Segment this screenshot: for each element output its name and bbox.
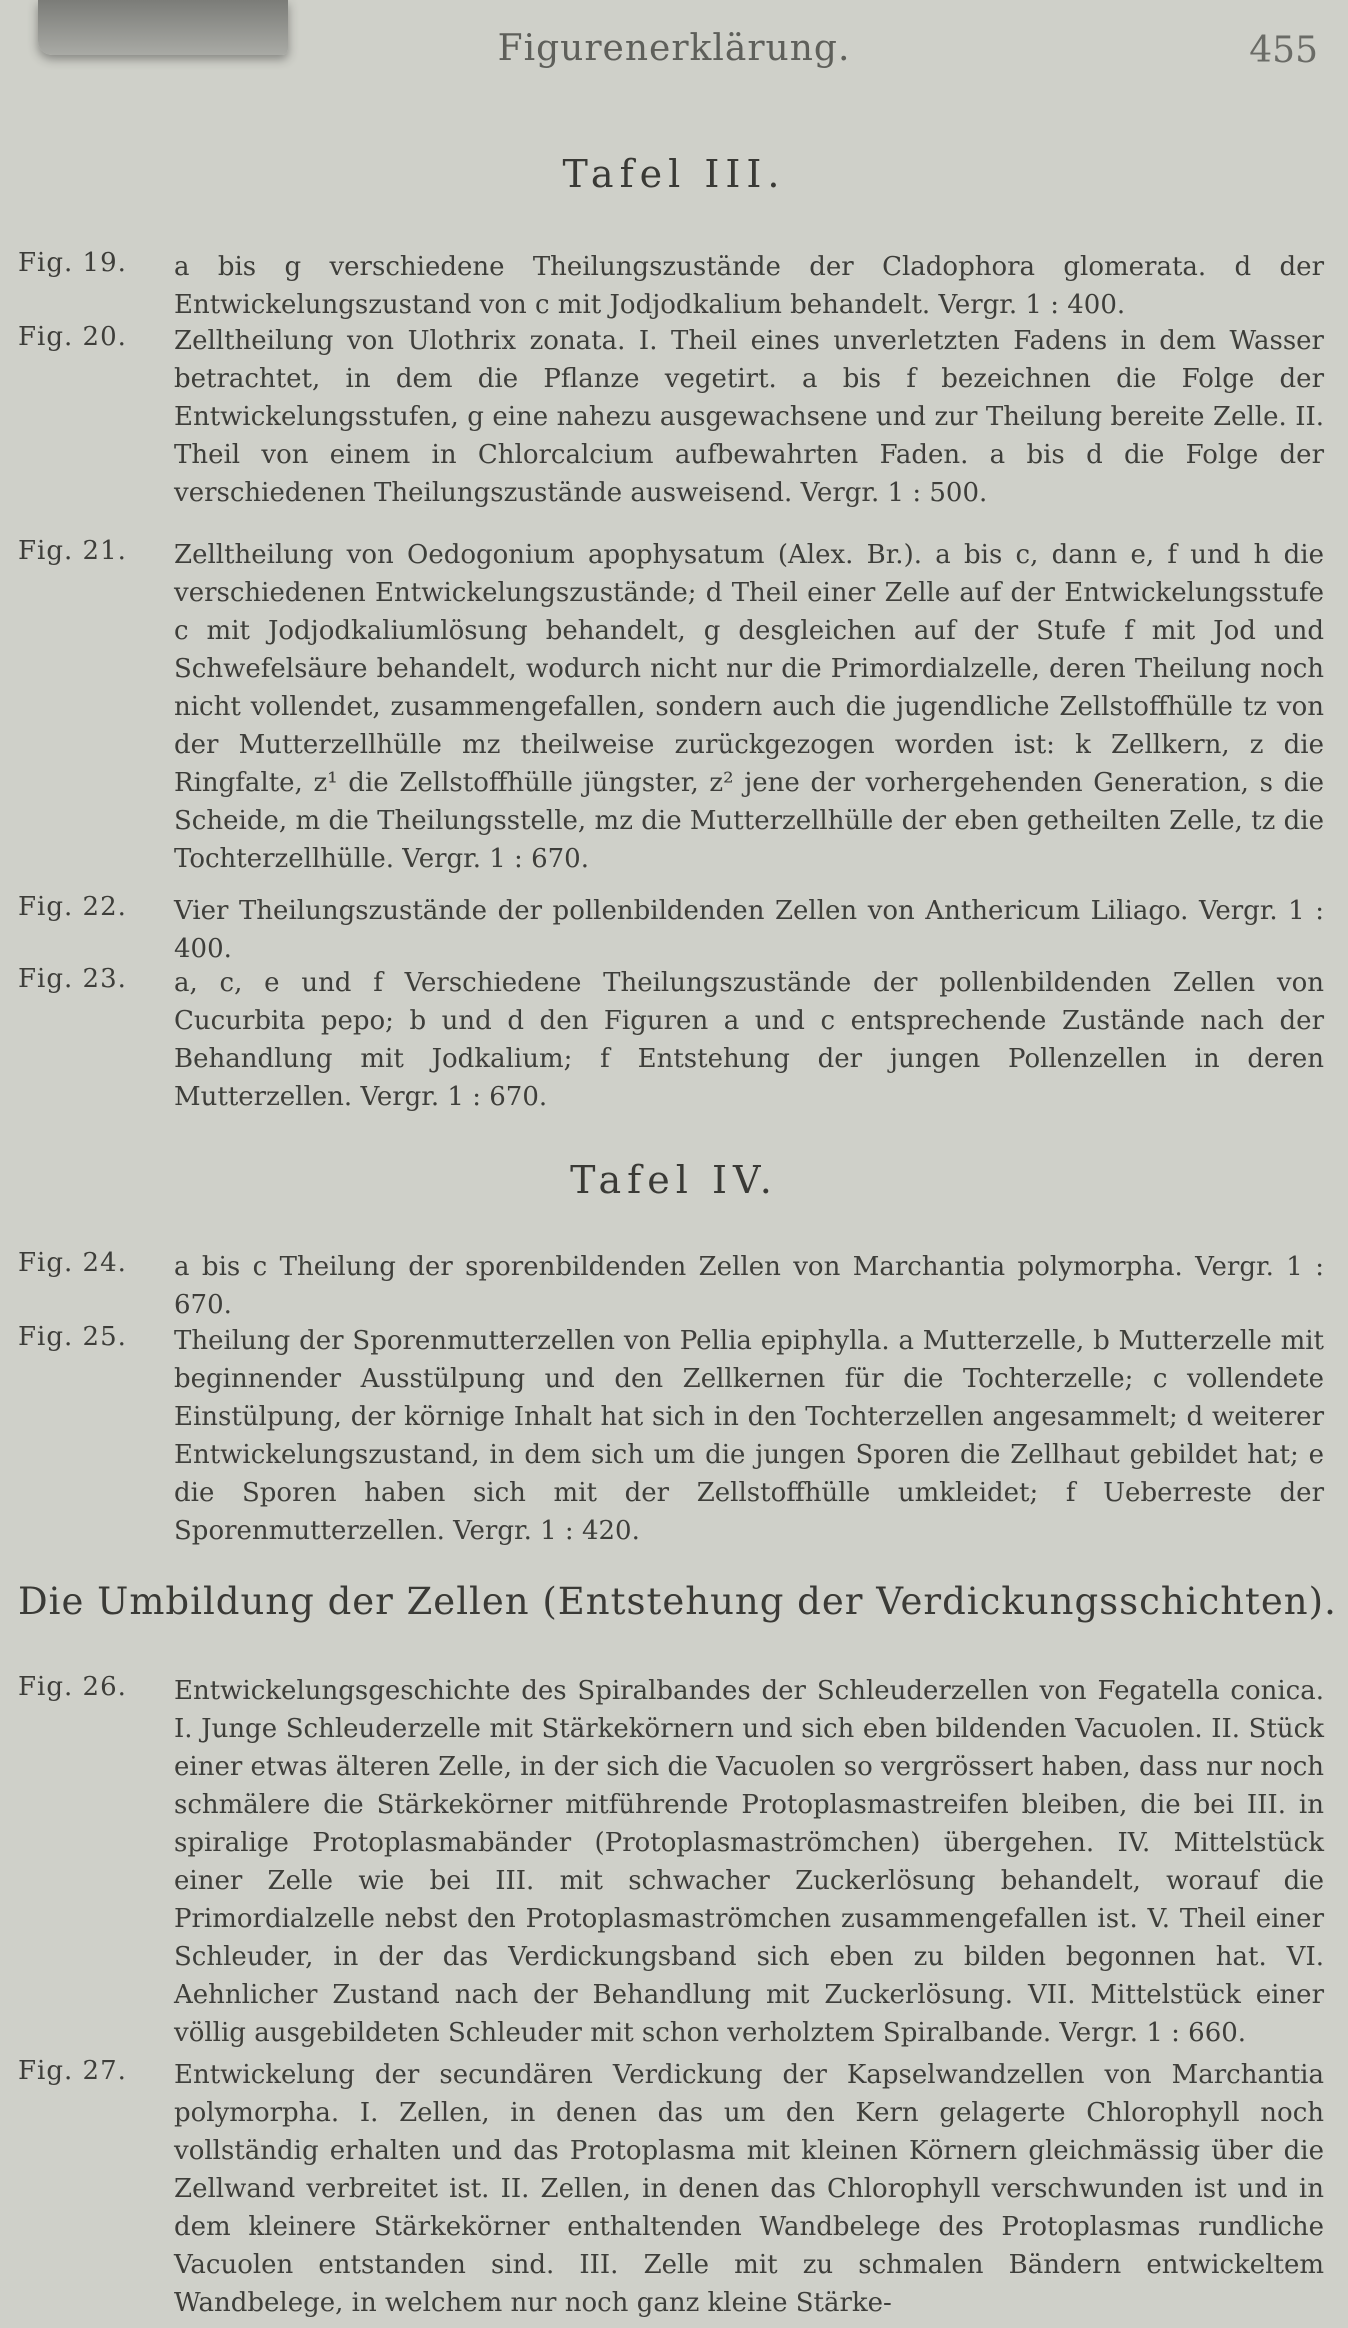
- figure-caption: a bis c Theilung der sporenbildenden Zellen von Marchantia polymorpha. Vergr. 1 : 670.: [174, 1252, 1324, 1320]
- figure-label: Fig. 26.: [18, 1672, 127, 1702]
- section-heading-umbildung: Die Umbildung der Zellen (Entstehung der Verdickungsschichten).: [18, 1580, 1337, 1623]
- figure-caption: Zelltheilung von Ulothrix zonata. I. Theil eines unverletzten Fadens in dem Wasser betrachtet, in dem die Pflanze vegetirt. a bis f bezeichnen die Folge der Entwickelungsstufen, g eine nahezu ausgewachsene und zur Theilung bereite Zelle. II. Theil von einem in Chlorcalcium aufbewahrten Faden. a bis d die Folge der verschiedenen Theilungszustände ausweisend. Vergr. 1 : 500.: [174, 326, 1324, 508]
- figure-label: Fig. 23.: [18, 964, 127, 994]
- figure-caption: a, c, e und f Verschiedene Theilungszustände der pollenbildenden Zellen von Cucurbita pepo; b und d den Figuren a und c entsprechende Zustände nach der Behandlung mit Jodkalium; f Entstehung der jungen Pollenzellen in deren Mutterzellen. Vergr. 1 : 670.: [174, 968, 1324, 1112]
- figure-caption: a bis g verschiedene Theilungszustände der Cladophora glomerata. d der Entwickelungszustand von c mit Jodjodkalium behandelt. Vergr. 1 : 400.: [174, 252, 1324, 320]
- figure-caption: Zelltheilung von Oedogonium apophysatum (Alex. Br.). a bis c, dann e, f und h die verschiedenen Entwickelungszustände; d Theil einer Zelle auf der Entwickelungsstufe c mit Jodjodkaliumlösung behandelt, g desgleichen auf der Stufe f mit Jod und Schwefelsäure behandelt, wodurch nicht nur die Primordialzelle, deren Theilung noch nicht vollendet, zusammengefallen, sondern auch die jugendliche Zellstoffhülle tz von der Mutterzellhülle mz theilweise zurückgezogen worden ist: k Zellkern, z die Ringfalte, z¹ die Zellstoffhülle jüngster, z² jene der vorhergehenden Generation, s die Scheide, m die Theilungsstelle, mz die Mutterzellhülle der eben getheilten Zelle, tz die Tochterzellhülle. Vergr. 1 : 670.: [174, 540, 1324, 874]
- figure-label: Fig. 19.: [18, 248, 127, 278]
- figure-caption: Vier Theilungszustände der pollenbildenden Zellen von Anthericum Liliago. Vergr. 1 : 400.: [174, 896, 1324, 964]
- figure-label: Fig. 27.: [18, 2056, 127, 2086]
- figure-label: Fig. 20.: [18, 322, 127, 352]
- figure-caption: Theilung der Sporenmutterzellen von Pellia epiphylla. a Mutterzelle, b Mutterzelle mit beginnender Ausstülpung und den Zellkernen für die Tochterzelle; c vollendete Einstülpung, der körnige Inhalt hat sich in den Tochterzellen angesammelt; d weiterer Entwickelungszustand, in dem sich um die jungen Sporen die Zellhaut gebildet hat; e die Sporen haben sich mit der Zellstoffhülle umkleidet; f Ueberreste der Sporenmutterzellen. Vergr. 1 : 420.: [174, 1326, 1324, 1546]
- section-heading-tafel-iv: Tafel IV.: [570, 1158, 778, 1202]
- figure-label: Fig. 24.: [18, 1248, 127, 1278]
- figure-caption: Entwickelungsgeschichte des Spiralbandes der Schleuderzellen von Fegatella conica. I. Junge Schleuderzelle mit Stärkekörnern und sich eben bildenden Vacuolen. II. Stück einer etwas älteren Zelle, in der sich die Vacuolen so vergrössert haben, dass nur noch schmälere die Stärkekörner mitführende Protoplasmastreifen bleiben, die bei III. in spiralige Protoplasmabänder (Protoplasmaströmchen) übergehen. IV. Mittelstück einer Zelle wie bei III. mit schwacher Zuckerlösung behandelt, worauf die Primordialzelle nebst den Protoplasmaströmchen zusammengefallen ist. V. Theil einer Schleuder, in der das Verdickungsband sich eben zu bilden begonnen hat. VI. Aehnlicher Zustand nach der Behandlung mit Zuckerlösung. VII. Mittelstück einer völlig ausgebildeten Schleuder mit schon verholztem Spiralbande. Vergr. 1 : 660.: [174, 1676, 1324, 2048]
- section-heading-tafel-iii: Tafel III.: [562, 152, 786, 196]
- page-number: 455: [1249, 30, 1318, 71]
- figure-caption: Entwickelung der secundären Verdickung der Kapselwandzellen von Marchantia polymorpha. I. Zellen, in denen das um den Kern gelagerte Chlorophyll noch vollständig erhalten und das Protoplasma mit kleinen Körnern gleichmässig über die Zellwand verbreitet ist. II. Zellen, in denen das Chlorophyll verschwunden ist und in dem kleinere Stärkekörner enthaltenden Wandbelege des Protoplasmas rundliche Vacuolen entstanden sind. III. Zelle mit zu schmalen Bändern entwickeltem Wandbelege, in welchem nur noch ganz kleine Stärke-: [174, 2060, 1324, 2318]
- figure-label: Fig. 21.: [18, 536, 127, 566]
- figure-label: Fig. 22.: [18, 892, 127, 922]
- figure-label: Fig. 25.: [18, 1322, 127, 1352]
- running-title: Figurenerklärung.: [497, 28, 851, 69]
